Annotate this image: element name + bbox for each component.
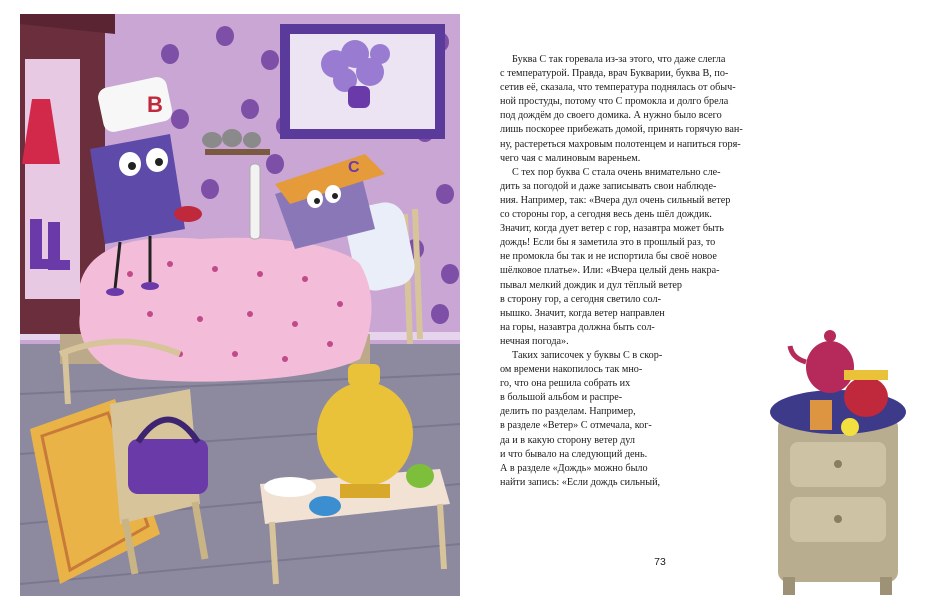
hat-letter: В xyxy=(147,92,163,117)
text-line: на горы, назавтра должна быть сол- xyxy=(500,321,655,333)
text-line: с температурой. Правда, врач Букварии, буква В, по- xyxy=(500,68,729,80)
shelf xyxy=(205,149,270,155)
nightstand-illustration xyxy=(768,312,918,598)
paragraph-3 xyxy=(500,349,750,490)
text-line: ния. Например, так: «Вчера дул очень сильный ветер xyxy=(500,194,731,206)
letter-b-doctor xyxy=(90,134,185,244)
text-line: А в разделе «Дождь» можно было xyxy=(500,462,648,474)
text-line: пывал мелкий дождик и дул тёплый ветер xyxy=(500,279,683,291)
text-line: и что бывало на следующий день. xyxy=(500,448,648,460)
text-line: да и в какую сторону ветер дул xyxy=(500,434,635,446)
thermometer xyxy=(250,164,260,239)
text-line: в сторону гор, а сегодня светило сол- xyxy=(500,293,661,305)
red-teapot xyxy=(806,341,854,393)
text-line: нечная погода». xyxy=(500,335,569,347)
text-line: найти запись: «Если дождь сильный, xyxy=(500,476,661,488)
jam-jar xyxy=(844,377,888,417)
lemon-slice xyxy=(841,418,859,436)
text-line: делить по разделам. Например, xyxy=(500,406,636,418)
text-line: шёлковое платье». Или: «Вчера целый день накра- xyxy=(500,265,720,277)
samovar xyxy=(317,382,413,486)
text-line: со стороны гор, а сегодня весь день шёл дождик. xyxy=(500,209,712,221)
pink-blanket xyxy=(79,238,371,382)
text-line: в разделе «Ветер» С отмечала, ког- xyxy=(500,420,652,432)
text-page xyxy=(500,53,750,490)
text-line: не промокла бы так и не испортила бы своё новое xyxy=(500,251,717,263)
text-line: дождь! Если бы я заметила это в прошлый раз, то xyxy=(500,237,716,249)
teacup xyxy=(174,206,202,222)
text-line: ной простуды, потому что С промокла и долго брела xyxy=(500,96,729,108)
page-number: 73 xyxy=(654,556,666,568)
pillow-letter: С xyxy=(348,159,360,176)
text-line: сетив её, сказала, что температура поднялась от обыч- xyxy=(500,82,736,94)
text-line: нышко. Значит, когда ветер направлен xyxy=(500,307,665,319)
blue-teacup xyxy=(309,496,341,516)
cookie-plate xyxy=(264,477,316,497)
text-line: го, что она решила собрать их xyxy=(500,378,631,390)
text-line: Значит, когда дует ветер с гор, назавтра может быть xyxy=(500,223,724,235)
text-line: ну, растереться махровым полотенцем и напиться горя- xyxy=(500,138,741,150)
text-line: дить за погодой и даже записывать свои наблюде- xyxy=(500,180,717,192)
green-teapot xyxy=(406,464,434,488)
paragraph-2 xyxy=(500,166,750,349)
text-line: в большой альбом и распре- xyxy=(500,392,623,404)
illustration-sick-letter-c xyxy=(20,14,460,596)
text-line: Буква С так горевала из-за этого, что даже слегла xyxy=(512,54,726,65)
text-line: чего чая с малиновым вареньем. xyxy=(500,152,641,164)
paragraph-1 xyxy=(500,53,750,166)
text-line: под дождём до своего домика. А нужно было всего xyxy=(500,110,722,122)
text-line: лишь поскорее прибежать домой, принять горячую ван- xyxy=(500,124,743,136)
text-line: Таких записочек у буквы С в скор- xyxy=(512,349,663,361)
tea-glass xyxy=(810,400,832,430)
text-line: ом времени накопилось так мно- xyxy=(500,364,643,376)
purple-handbag xyxy=(128,439,208,494)
text-line: С тех пор буква С стала очень внимательно сле- xyxy=(512,166,721,178)
